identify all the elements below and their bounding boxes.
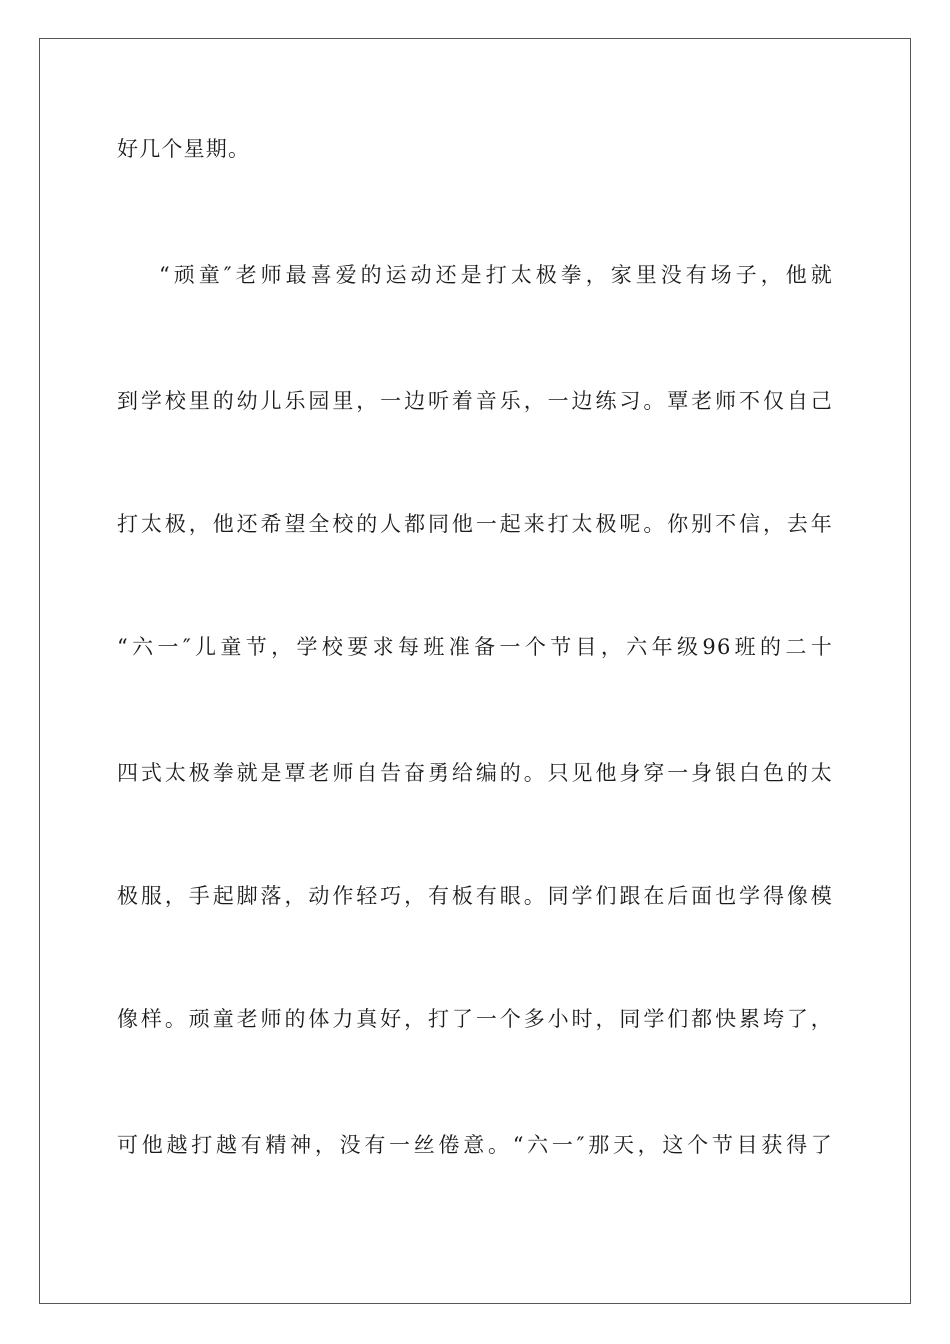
paragraph-line: “六一″儿童节，学校要求每班准备一个节目，六年级96班的二十 [117, 635, 833, 659]
paragraph-line: 好几个星期。 [117, 137, 251, 161]
paragraph-line: 到学校里的幼儿乐园里，一边听着音乐，一边练习。覃老师不仅自己 [117, 389, 833, 413]
page-border [39, 38, 911, 1304]
paragraph-line: 极服，手起脚落，动作轻巧，有板有眼。同学们跟在后面也学得像模 [117, 884, 833, 908]
paragraph-line: “顽童″老师最喜爱的运动还是打太极拳，家里没有场子，他就 [159, 263, 833, 287]
paragraph-line: 可他越打越有精神，没有一丝倦意。“六一″那天，这个节目获得了 [117, 1133, 833, 1157]
paragraph-line: 打太极，他还希望全校的人都同他一起来打太极呢。你别不信，去年 [117, 512, 833, 536]
paragraph-line: 像样。顽童老师的体力真好，打了一个多小时，同学们都快累垮了， [117, 1007, 833, 1031]
paragraph-line: 四式太极拳就是覃老师自告奋勇给编的。只见他身穿一身银白色的太 [117, 761, 833, 785]
